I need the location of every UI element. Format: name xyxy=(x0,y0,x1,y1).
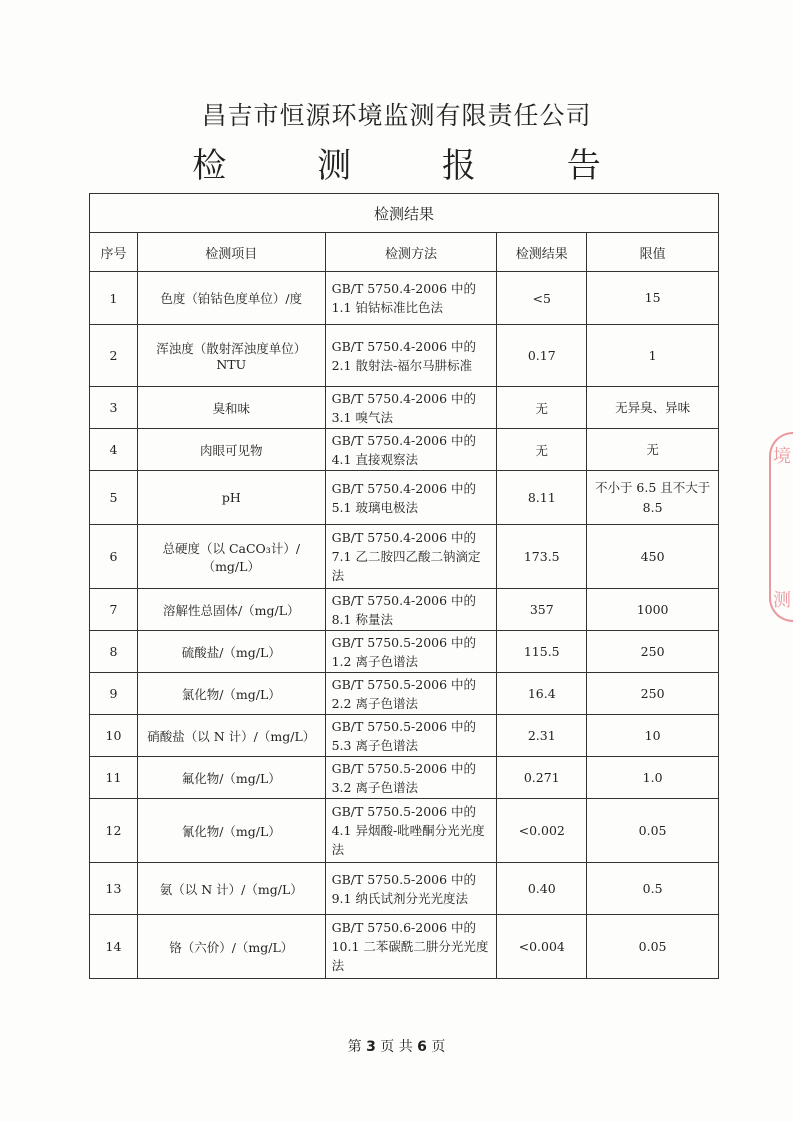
row-limit-value: 无异臭、异味 xyxy=(587,387,719,429)
row-limit-value: 0.05 xyxy=(587,799,719,863)
red-seal-stamp xyxy=(769,432,793,622)
table-row xyxy=(90,429,719,471)
table-row xyxy=(90,325,719,387)
row-limit-value: 1 xyxy=(587,325,719,387)
row-limit-value: 不小于 6.5 且不大于 8.5 xyxy=(587,471,719,525)
row-number: 6 xyxy=(90,525,138,589)
row-number: 2 xyxy=(90,325,138,387)
row-test-item: 氰化物/（mg/L） xyxy=(137,799,325,863)
row-limit-value: 15 xyxy=(587,272,719,325)
row-test-item: 硫酸盐/（mg/L） xyxy=(137,631,325,673)
page-total: 6 xyxy=(417,1039,427,1055)
page-number: 3 xyxy=(366,1039,376,1055)
table-row xyxy=(90,525,719,589)
table-row xyxy=(90,589,719,631)
table-row xyxy=(90,471,719,525)
table-row xyxy=(90,387,719,429)
row-number: 9 xyxy=(90,673,138,715)
row-number: 13 xyxy=(90,863,138,915)
company-name: 昌吉市恒源环境监测有限责任公司 xyxy=(201,101,592,130)
row-number: 11 xyxy=(90,757,138,799)
row-number: 12 xyxy=(90,799,138,863)
footer-middle: 页 共 xyxy=(380,1039,413,1055)
row-test-method: GB/T 5750.4-2006 中的 7.1 乙二胺四乙酸二钠滴定法 xyxy=(325,525,497,589)
row-test-item: 肉眼可见物 xyxy=(137,429,325,471)
col-header-no: 序号 xyxy=(90,233,138,272)
col-header-item: 检测项目 xyxy=(137,233,325,272)
row-limit-value: 无 xyxy=(587,429,719,471)
row-test-item: pH xyxy=(137,471,325,525)
footer-suffix: 页 xyxy=(431,1039,446,1055)
row-number: 8 xyxy=(90,631,138,673)
row-test-method: GB/T 5750.4-2006 中的 1.1 铂钴标准比色法 xyxy=(325,272,497,325)
row-test-method: GB/T 5750.5-2006 中的 2.2 离子色谱法 xyxy=(325,673,497,715)
page-footer xyxy=(0,1036,793,1056)
table-row xyxy=(90,715,719,757)
table-row xyxy=(90,673,719,715)
row-test-item: 氨（以 N 计）/（mg/L） xyxy=(137,863,325,915)
row-test-item: 溶解性总固体/（mg/L） xyxy=(137,589,325,631)
col-header-result: 检测结果 xyxy=(497,233,587,272)
row-number: 5 xyxy=(90,471,138,525)
row-test-method: GB/T 5750.4-2006 中的 4.1 直接观察法 xyxy=(325,429,497,471)
table-body xyxy=(90,272,719,979)
row-test-method: GB/T 5750.6-2006 中的 10.1 二苯碳酰二肼分光光度法 xyxy=(325,915,497,979)
row-test-result: <5 xyxy=(497,272,587,325)
row-number: 14 xyxy=(90,915,138,979)
row-limit-value: 10 xyxy=(587,715,719,757)
row-test-result: 无 xyxy=(497,387,587,429)
row-test-item: 浑浊度（散射浑浊度单位）NTU xyxy=(137,325,325,387)
row-test-method: GB/T 5750.4-2006 中的 8.1 称量法 xyxy=(325,589,497,631)
row-limit-value: 1000 xyxy=(587,589,719,631)
table-column-header xyxy=(90,233,719,272)
row-number: 4 xyxy=(90,429,138,471)
row-test-result: 0.271 xyxy=(497,757,587,799)
row-test-item: 硝酸盐（以 N 计）/（mg/L） xyxy=(137,715,325,757)
row-test-item: 总硬度（以 CaCO₃计）/（mg/L） xyxy=(137,525,325,589)
row-test-item: 氟化物/（mg/L） xyxy=(137,757,325,799)
row-limit-value: 0.05 xyxy=(587,915,719,979)
row-test-method: GB/T 5750.4-2006 中的 2.1 散射法-福尔马肼标准 xyxy=(325,325,497,387)
row-test-method: GB/T 5750.4-2006 中的 5.1 玻璃电极法 xyxy=(325,471,497,525)
row-test-result: 8.11 xyxy=(497,471,587,525)
results-table xyxy=(89,193,719,979)
row-test-result: <0.004 xyxy=(497,915,587,979)
row-test-method: GB/T 5750.5-2006 中的 5.3 离子色谱法 xyxy=(325,715,497,757)
row-number: 3 xyxy=(90,387,138,429)
table-row xyxy=(90,757,719,799)
table-row xyxy=(90,631,719,673)
table-row xyxy=(90,915,719,979)
row-test-method: GB/T 5750.5-2006 中的 4.1 异烟酸-吡唑酮分光光度法 xyxy=(325,799,497,863)
col-header-limit: 限值 xyxy=(587,233,719,272)
table-section-header xyxy=(90,194,719,233)
row-number: 10 xyxy=(90,715,138,757)
section-title: 检测结果 xyxy=(90,194,719,233)
table-row xyxy=(90,863,719,915)
row-test-result: <0.002 xyxy=(497,799,587,863)
row-test-item: 臭和味 xyxy=(137,387,325,429)
row-test-result: 173.5 xyxy=(497,525,587,589)
row-limit-value: 250 xyxy=(587,673,719,715)
row-test-item: 氯化物/（mg/L） xyxy=(137,673,325,715)
row-limit-value: 250 xyxy=(587,631,719,673)
row-test-item: 色度（铂钴色度单位）/度 xyxy=(137,272,325,325)
row-test-result: 0.40 xyxy=(497,863,587,915)
stamp-char-bottom: 测 xyxy=(773,590,791,611)
row-number: 7 xyxy=(90,589,138,631)
row-limit-value: 0.5 xyxy=(587,863,719,915)
table-row xyxy=(90,272,719,325)
row-test-result: 16.4 xyxy=(497,673,587,715)
row-test-method: GB/T 5750.4-2006 中的 3.1 嗅气法 xyxy=(325,387,497,429)
col-header-method: 检测方法 xyxy=(325,233,497,272)
row-number: 1 xyxy=(90,272,138,325)
row-limit-value: 1.0 xyxy=(587,757,719,799)
footer-prefix: 第 xyxy=(347,1039,362,1055)
row-test-result: 115.5 xyxy=(497,631,587,673)
row-limit-value: 450 xyxy=(587,525,719,589)
row-test-result: 357 xyxy=(497,589,587,631)
report-title: 检 测 报 告 xyxy=(192,146,641,186)
row-test-method: GB/T 5750.5-2006 中的 9.1 纳氏试剂分光光度法 xyxy=(325,863,497,915)
row-test-result: 0.17 xyxy=(497,325,587,387)
stamp-char-top: 境 xyxy=(773,446,791,467)
row-test-method: GB/T 5750.5-2006 中的 1.2 离子色谱法 xyxy=(325,631,497,673)
row-test-result: 无 xyxy=(497,429,587,471)
row-test-method: GB/T 5750.5-2006 中的 3.2 离子色谱法 xyxy=(325,757,497,799)
row-test-result: 2.31 xyxy=(497,715,587,757)
row-test-item: 铬（六价）/（mg/L） xyxy=(137,915,325,979)
table-row xyxy=(90,799,719,863)
